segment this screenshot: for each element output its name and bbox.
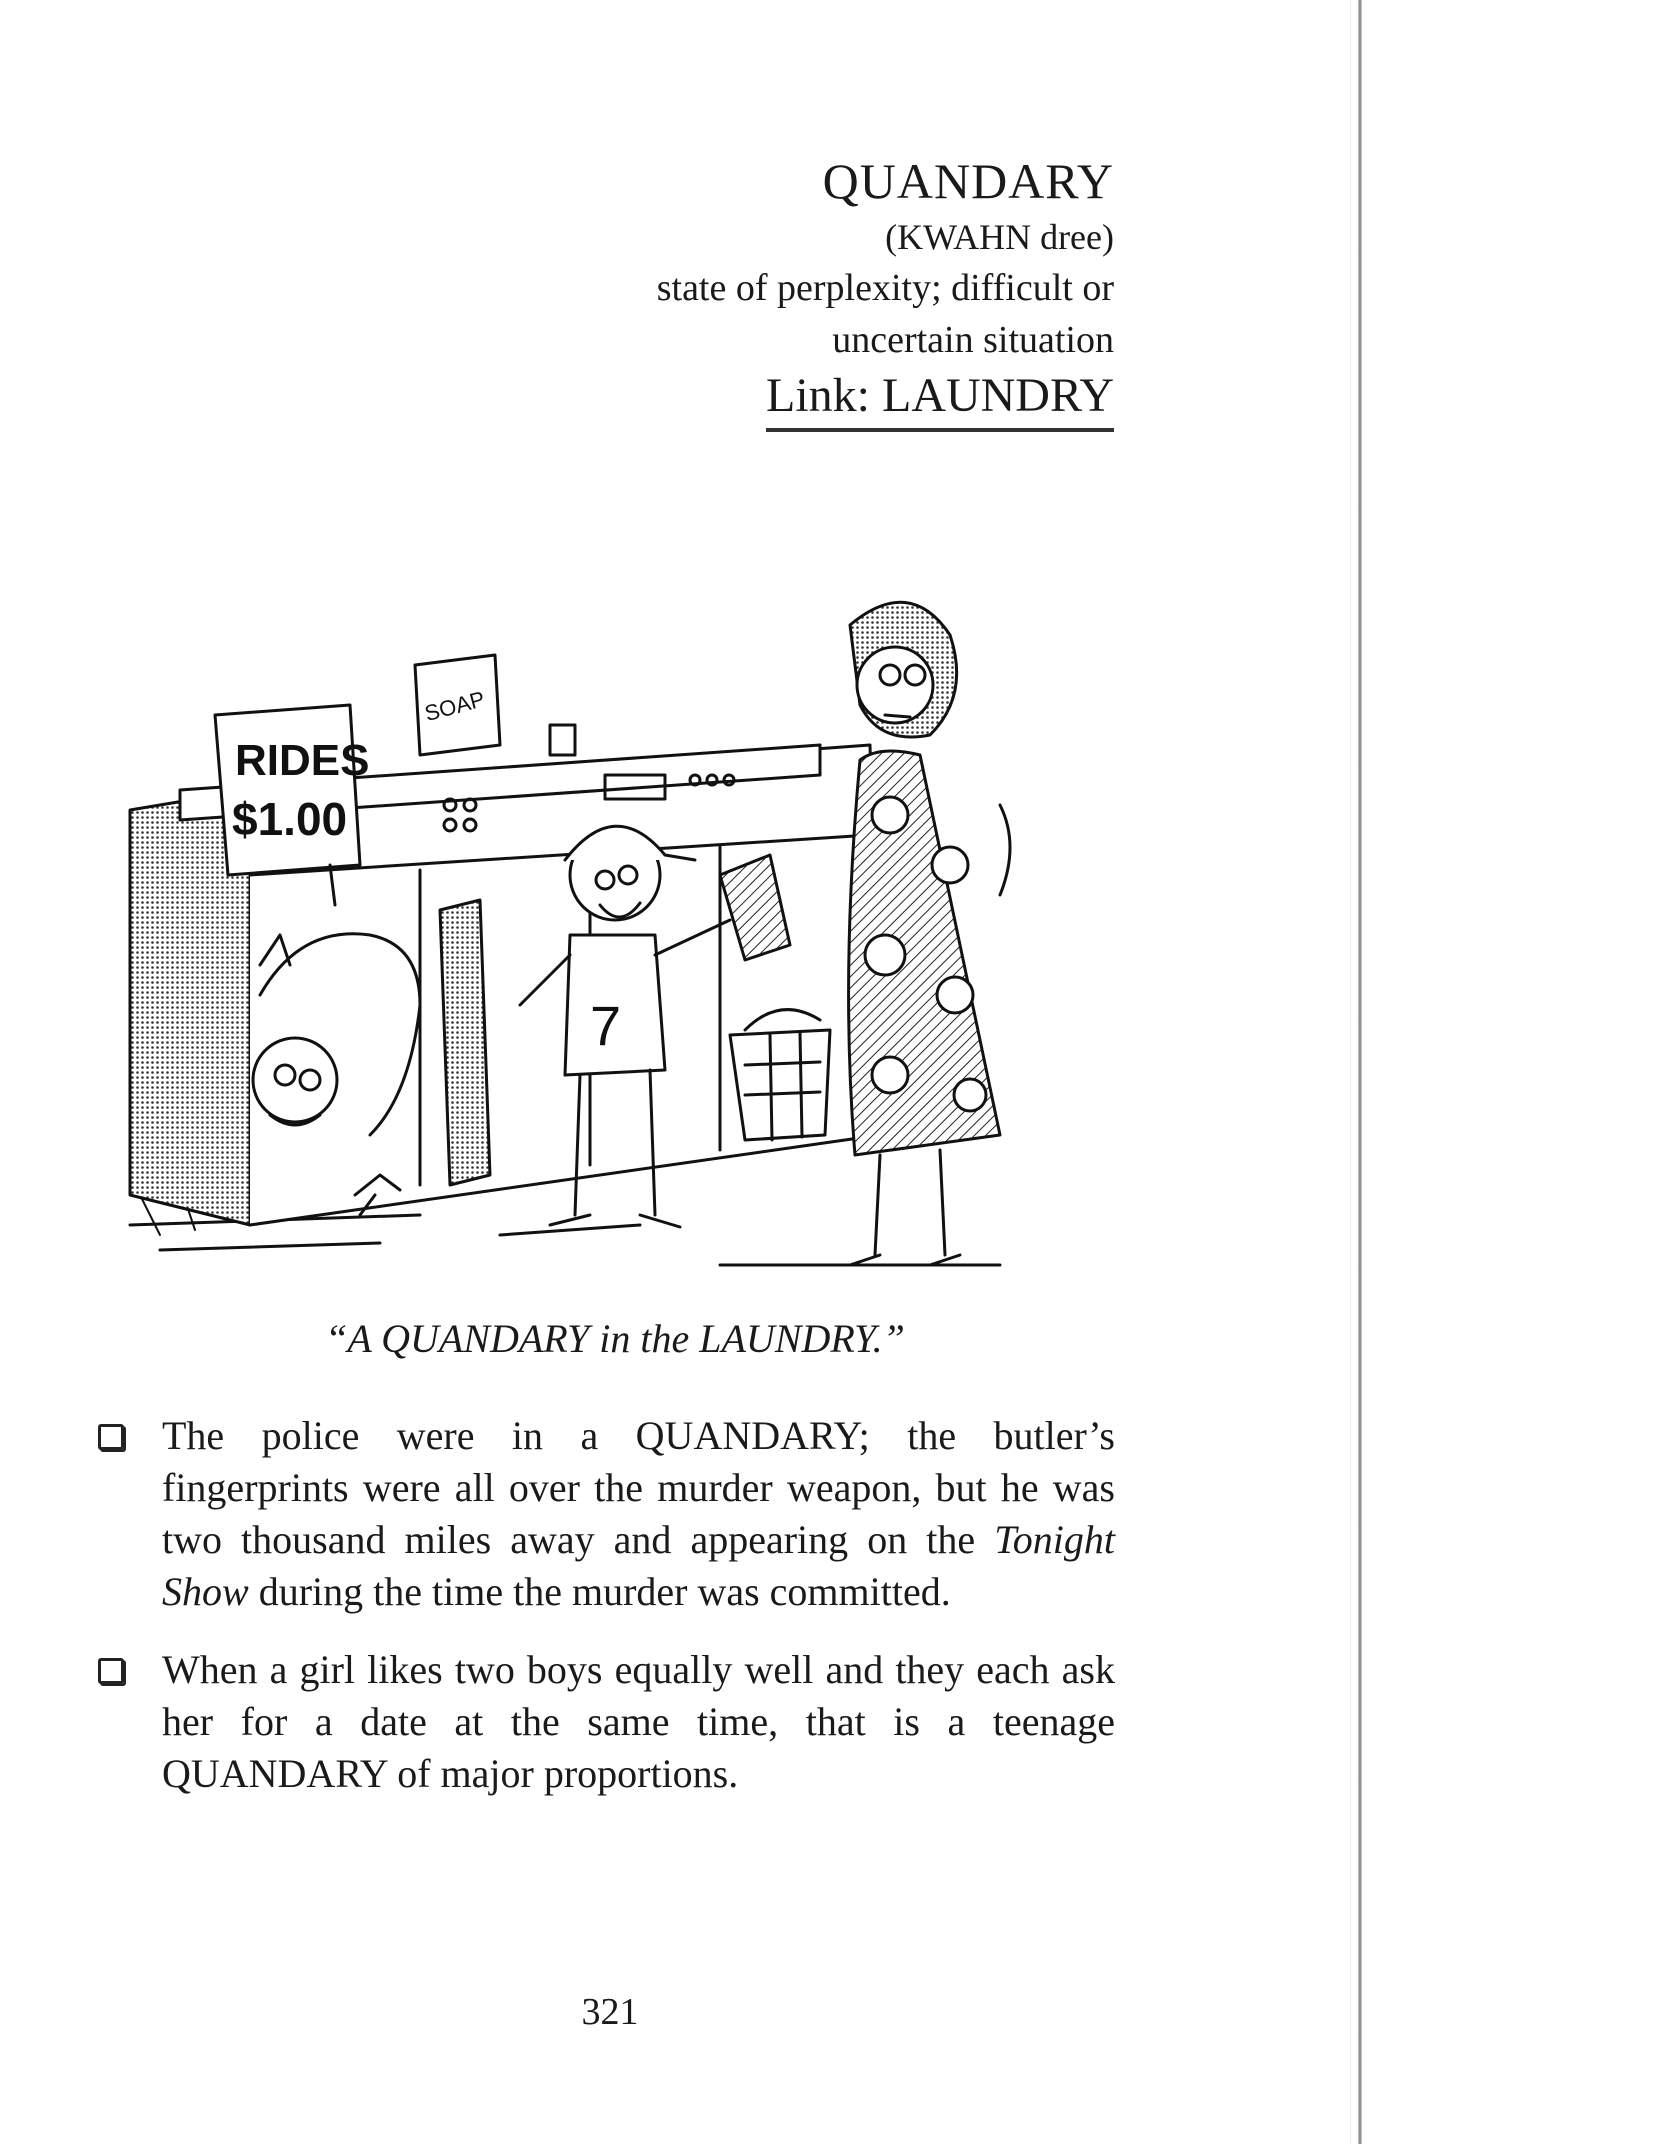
example-item-1 (90, 1410, 1115, 1618)
entry-link: Link: LAUNDRY (766, 366, 1114, 432)
page-gutter-line (1350, 0, 1351, 2144)
example-item-2 (90, 1644, 1115, 1800)
checkbox-bullet-icon (98, 1424, 124, 1450)
example-text: The police were in a QUANDARY; the butler’s fingerprints were all over the murder weapon, but he was two thousand miles away and appearing on the Tonight Show during the time the murder was committed. (162, 1413, 1115, 1614)
soap-label: SOAP (421, 686, 488, 727)
example-text: When a girl likes two boys equally well and they each ask her for a date at the same time, that is a teenage QUANDARY of major proportions. (162, 1647, 1115, 1796)
laundromat-cartoon (120, 575, 1110, 1295)
entry-header (414, 150, 1114, 432)
entry-word: QUANDARY (822, 153, 1114, 209)
jersey-number: 7 (590, 994, 622, 1057)
cartoon-caption: “A QUANDARY in the LAUNDRY.” (325, 1316, 905, 1361)
show-title: Tonight Show (162, 1517, 1115, 1614)
page-number: 321 (581, 1991, 639, 2033)
checkbox-bullet-icon (98, 1658, 124, 1684)
page-edge (1358, 0, 1362, 2144)
entry-definition-line1: state of perplexity; difficult or (656, 267, 1114, 309)
entry-pronunciation: (KWAHN dree) (885, 217, 1114, 257)
sign-line2: $1.00 (232, 793, 348, 845)
example-list (90, 1410, 1115, 1826)
entry-definition-line2: uncertain situation (832, 319, 1114, 361)
sign-line1: RIDES (235, 736, 370, 785)
